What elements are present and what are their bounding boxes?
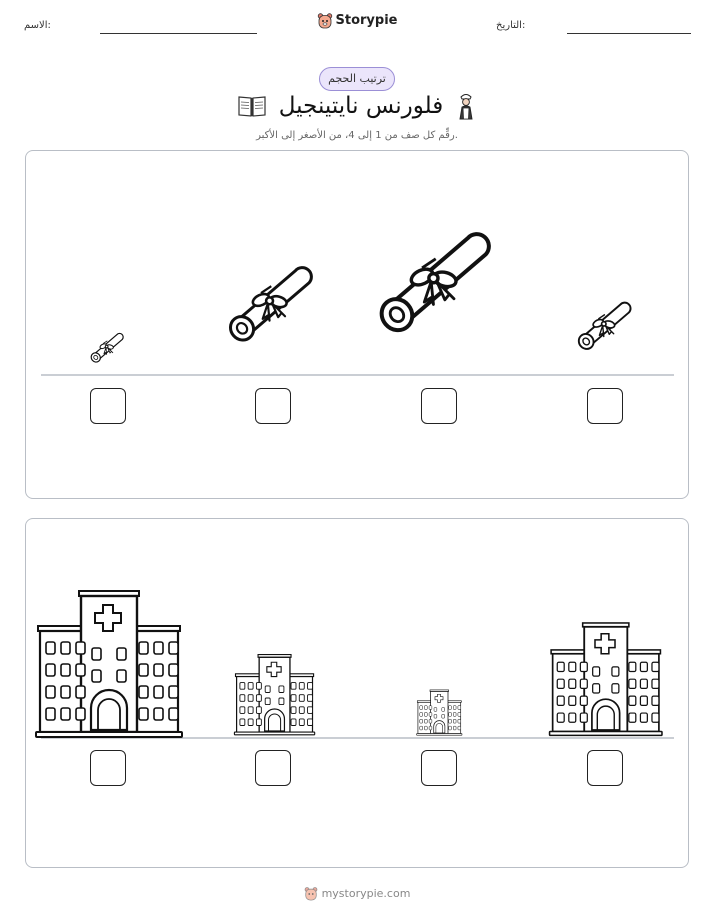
- storypie-logo-icon: [317, 12, 333, 29]
- hospital-2: [234, 655, 314, 735]
- name-line[interactable]: [100, 33, 257, 34]
- instructions: رقِّم كل صف من 1 إلى 4، من الأصغر إلى الأكبر.: [256, 130, 458, 141]
- name-label: الاسم:: [24, 20, 51, 31]
- answer-box-5[interactable]: [90, 750, 126, 786]
- diploma-4: [576, 303, 631, 352]
- answer-box-2[interactable]: [255, 388, 291, 424]
- answer-box-1[interactable]: [90, 388, 126, 424]
- hospital-1: [36, 591, 182, 737]
- footer-url[interactable]: mystorypie.com: [321, 887, 411, 900]
- panel-diplomas: [25, 150, 689, 499]
- answer-box-3[interactable]: [421, 388, 457, 424]
- activity-tag: ترتيب الحجم: [319, 67, 395, 91]
- nurse-icon: [455, 92, 477, 120]
- title-row: [0, 92, 714, 124]
- date-label: التاريخ:: [496, 20, 526, 31]
- storypie-footer-logo-icon: [304, 886, 318, 901]
- hospital-row-art: [26, 519, 690, 869]
- panel-hospitals: [25, 518, 689, 868]
- diploma-row-art: [26, 151, 690, 500]
- diploma-3: [375, 234, 489, 336]
- brand-name: Storypie: [335, 13, 398, 28]
- hospital-3: [417, 690, 462, 735]
- answer-box-7[interactable]: [421, 750, 457, 786]
- diploma-1: [89, 333, 123, 364]
- brand-header: [0, 12, 714, 33]
- hospital-4: [550, 623, 662, 735]
- diploma-2: [226, 268, 312, 345]
- answer-box-8[interactable]: [587, 750, 623, 786]
- page-title: فلورنس نايتينجيل: [278, 93, 444, 119]
- footer: [0, 886, 714, 905]
- answer-box-6[interactable]: [255, 750, 291, 786]
- date-line[interactable]: [567, 33, 691, 34]
- answer-box-4[interactable]: [587, 388, 623, 424]
- book-icon: [237, 94, 267, 118]
